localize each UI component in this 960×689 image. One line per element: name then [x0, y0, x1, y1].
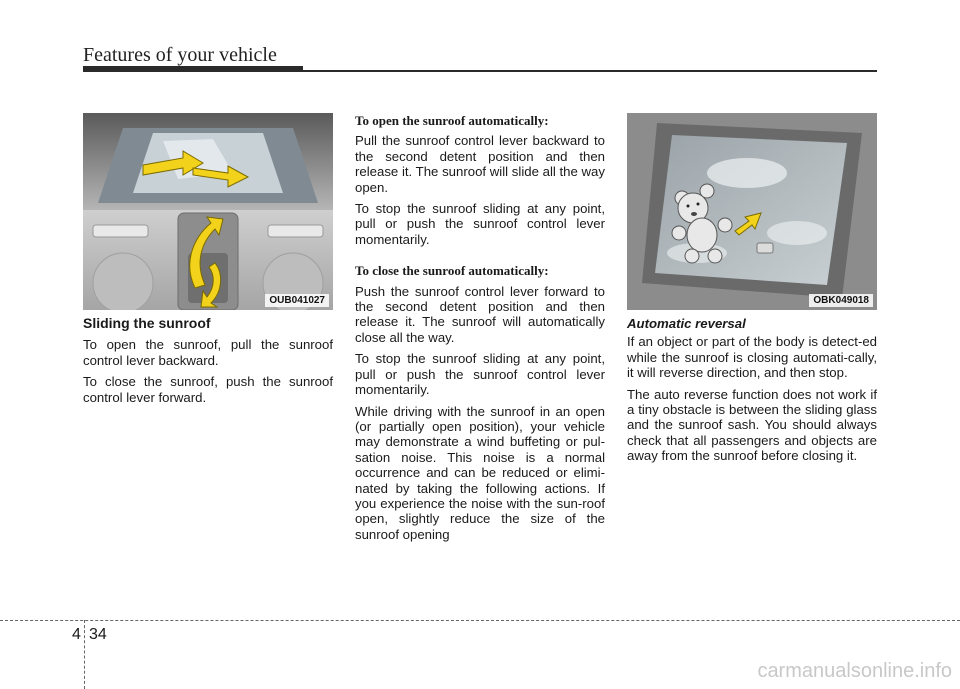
paragraph: The auto reverse function does not work if a tiny obstacle is between the sliding glass and the sunroof sash. You should always check that all passengers and objects are away from the sunroof before closing it.: [627, 386, 877, 464]
paragraph: To close the sunroof, push the sunroof control lever forward.: [83, 374, 333, 405]
sliding-sunroof-section: [83, 316, 333, 411]
sunroof-lever-drawing: [83, 113, 333, 310]
figure-code-label: OUB041027: [265, 294, 329, 307]
auto-open-close-section: [355, 113, 605, 548]
subsection-heading-open: To open the sunroof automatically:: [355, 113, 549, 128]
paragraph: While driving with the sunroof in an open (or partially open position), your vehicle may demonstrate a wind buffeting or pul-sation noise. This noise is a normal occurrence and can be reduced or elimi-nated by taking the following actions. If you experience the noise with the sun-roof open, slightly reduce the size of the sunroof opening: [355, 403, 605, 542]
figure-code-label: OBK049018: [809, 294, 873, 307]
paragraph: To open the sunroof, pull the sunroof control lever backward.: [83, 337, 333, 368]
section-heading: Sliding the sunroof: [83, 315, 211, 331]
paragraph: If an object or part of the body is detect-ed while the sunroof is closing automati-cally, it will reverse direction, and then stop.: [627, 334, 877, 381]
section-heading: Automatic reversal: [627, 316, 746, 331]
page-number: 34: [89, 626, 107, 643]
paragraph: Pull the sunroof control lever backward to the second detent position and then release it. The sunroof will slide all the way open.: [355, 133, 605, 195]
footer-rule: [0, 620, 960, 621]
auto-reversal-drawing: [627, 113, 877, 310]
chapter-number: 4: [72, 626, 81, 643]
automatic-reversal-section: [627, 316, 877, 470]
paragraph: To stop the sunroof sliding at any point, pull or push the sunroof control lever momentarily.: [355, 351, 605, 398]
header-thin-rule: [300, 70, 877, 72]
paragraph: Push the sunroof control lever forward to the second detent position and then release it. The sunroof will automatically close all the way.: [355, 283, 605, 345]
header-thick-rule: [83, 66, 303, 72]
sunroof-lever-illustration: [83, 113, 333, 310]
footer-vertical-rule: [84, 620, 85, 689]
paragraph: To stop the sunroof sliding at any point, pull or push the sunroof control lever momentarily.: [355, 201, 605, 247]
auto-reversal-illustration: [627, 113, 877, 310]
subsection-heading-close: To close the sunroof automatically:: [355, 263, 549, 279]
page-header-title: Features of your vehicle: [83, 44, 277, 66]
watermark-text: carmanualsonline.info: [757, 660, 952, 682]
